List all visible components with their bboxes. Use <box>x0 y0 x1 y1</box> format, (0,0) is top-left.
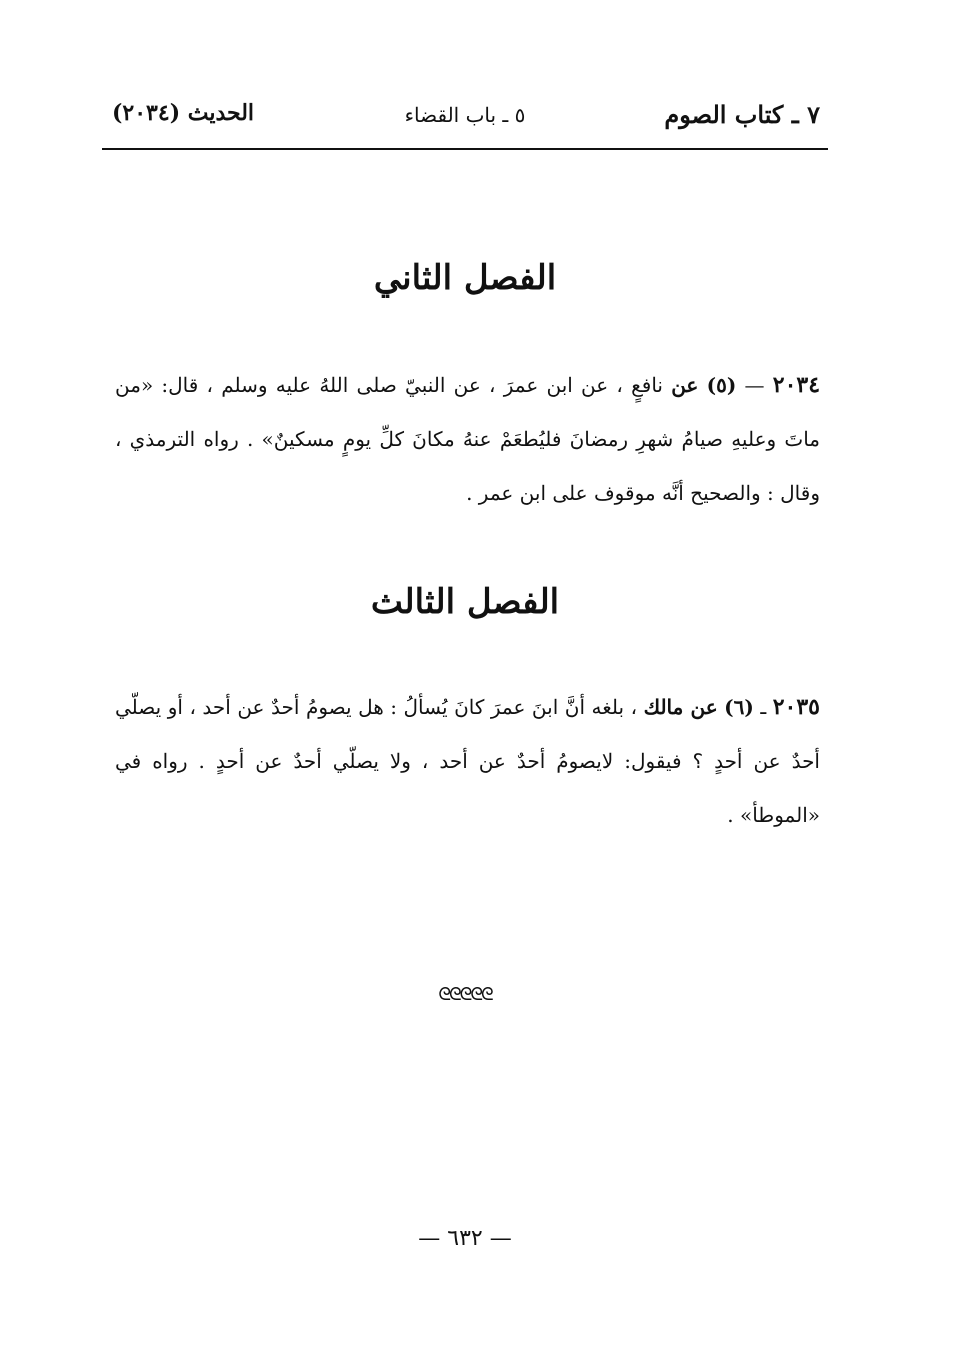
hadith-number: ٢٠٣٤ <box>772 372 821 398</box>
hadith-2034 <box>115 358 820 520</box>
hadith-lead: عن مالك <box>643 695 718 719</box>
section-ornament: ᘓᘓᘓᘓᘓ <box>438 984 492 1005</box>
header-rule <box>102 148 828 150</box>
hadith-range: الحديث (٢٠٣٤) <box>112 100 255 126</box>
hadith-text: نافعٍ ، عن ابن عمرَ ، عن النبيّ صلى اللهُ عليه وسلم ، قال: «من ماتَ وعليهِ صيامُ شهرِ رمضانَ فليُطعَمْ عنهُ مكانَ كلِّ يومٍ مسكينٌ» . رواه الترمذي ، وقال : والصحيح أنَّه موقوف على ابن عمر . <box>115 373 820 505</box>
hadith-lead: عن <box>671 373 699 397</box>
section-title-third: الفصل الثالث <box>370 582 560 622</box>
running-head <box>102 100 828 140</box>
hadith-ref: (٥) <box>706 373 737 397</box>
book-title: ٧ ـ كتاب الصوم <box>664 100 820 129</box>
hadith-2035 <box>115 680 820 842</box>
hadith-separator: — <box>736 373 773 397</box>
hadith-separator: ـ <box>753 695 773 719</box>
hadith-text: ، بلغه أنَّ ابنَ عمرَ كانَ يُسألُ : هل يصومُ أحدٌ عن أحد ، أو يصلّي أحدٌ عن أحدٍ ؟ فيقول: لايصومُ أحدٌ عن أحد ، ولا يصلّي أحدٌ عن أحدٍ . رواه في «الموطأ» . <box>115 695 820 827</box>
hadith-number: ٢٠٣٥ <box>772 694 820 720</box>
hadith-ref: (٦) <box>724 695 754 719</box>
section-title-second: الفصل الثاني <box>373 258 557 298</box>
page-number: — ٦٣٢ — <box>418 1226 512 1251</box>
chapter-title: ٥ ـ باب القضاء <box>404 103 526 127</box>
